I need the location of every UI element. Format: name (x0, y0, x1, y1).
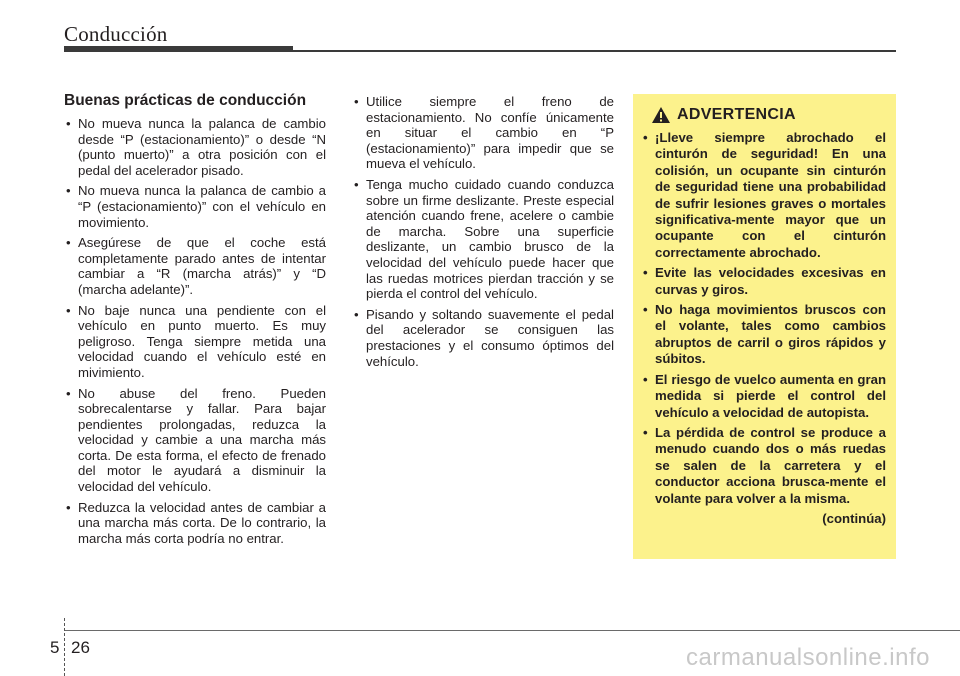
bullet-icon: • (354, 176, 359, 192)
list-item: • La pérdida de control se produce a menudo cuando dos o más ruedas se salen de la carretera y el conductor acciona brusca-mente el volante para volver a la misma. (643, 424, 886, 506)
list-item: • Evite las velocidades excesivas en curvas y giros. (643, 265, 886, 297)
chapter-number: 5 (50, 638, 60, 657)
bullet-icon: • (643, 302, 648, 318)
list-item: • No mueva nunca la palanca de cambio a “P (estacionamiento)” con el vehículo en movimiento. (66, 183, 326, 230)
list-item: • Reduzca la velocidad antes de cambiar a una marcha más corta. De lo contrario, la marcha más corta podría no entrar. (66, 499, 326, 546)
bullet-icon: • (354, 306, 359, 322)
bullet-icon: • (643, 424, 648, 440)
bullet-icon: • (66, 302, 71, 318)
warning-title: ADVERTENCIA (677, 106, 796, 123)
footer-rule (64, 630, 960, 631)
left-column (64, 92, 326, 551)
list-item: • Pisando y soltando suavemente el pedal del acelerador se consiguen las prestaciones y el consumo óptimos del vehículo. (354, 306, 614, 369)
list-item: • Utilice siempre el freno de estacionamiento. No confíe únicamente en situar el cambio en “P (estacionamiento)” para impedir que se mueva el vehículo. (354, 94, 614, 172)
page-title: Conducción (64, 22, 168, 46)
list-item: • No baje nunca una pendiente con el vehículo en punto muerto. Es muy peligroso. Tenga siempre metida una velocidad cuando el vehículo esté en mivimiento. (66, 302, 326, 380)
list-item: • Asegúrese de que el coche está completamente parado antes de intentar cambiar a “R (marcha atrás)” y “D (marcha adelante)”. (66, 235, 326, 297)
list-item: • Tenga mucho cuidado cuando conduzca sobre un firme deslizante. Preste especial atención cuando frene, acelere o cambie de marcha. Sobre una superficie deslizante, un cambio brusco de la velocidad del vehículo puede hacer que las ruedas motrices pierdan tracción y se pierda el control del vehículo. (354, 176, 614, 302)
list-item: • El riesgo de vuelco aumenta en gran medida si pierde el control del vehículo a velocidad de autopista. (643, 371, 886, 420)
bullet-icon: • (66, 116, 71, 131)
bullet-icon: • (354, 94, 359, 109)
bullet-icon: • (66, 385, 71, 401)
footer-divider (64, 618, 65, 676)
middle-column (352, 94, 614, 374)
warning-header (651, 106, 886, 124)
bullet-icon: • (66, 183, 71, 199)
list-item: • No mueva nunca la palanca de cambio desde “P (estacionamiento)” o desde “N (punto muerto)” a otra posición con el pedal del acelerador pisado. (66, 116, 326, 178)
bullet-icon: • (643, 265, 648, 281)
left-bullet-list (64, 116, 326, 546)
bullet-icon: • (643, 371, 648, 387)
bullet-icon: • (66, 499, 71, 515)
continued-label: (continúa) (822, 510, 886, 526)
page-number: 26 (71, 638, 90, 657)
middle-bullet-list (352, 94, 614, 369)
header-accent-bar (64, 46, 293, 52)
bullet-icon: • (643, 130, 648, 145)
warning-triangle-icon (651, 106, 671, 124)
bullet-icon: • (66, 235, 71, 251)
watermark: carmanualsonline.info (686, 644, 930, 671)
warning-box (633, 94, 896, 559)
list-item: • No abuse del freno. Pueden sobrecalentarse y fallar. Para bajar pendientes prolongadas, reduzca la velocidad y cambie a una marcha más corta. De esta forma, el efecto de frenado del motor le ayudará a disminuir la velocidad del vehículo. (66, 385, 326, 495)
list-item: • ¡Lleve siempre abrochado el cinturón de seguridad! En una colisión, un ocupante sin cinturón de seguridad tiene una probabilidad de sufrir lesiones graves o mortales significativa-mente mayor que un ocupante con el cinturón correctamente abrochado. (643, 130, 886, 260)
list-item: • No haga movimientos bruscos con el volante, tales como cambios abruptos de carril o giros rápidos y súbitos. (643, 302, 886, 367)
warning-bullet-list (641, 130, 886, 507)
section-title: Buenas prácticas de conducción (64, 92, 307, 109)
